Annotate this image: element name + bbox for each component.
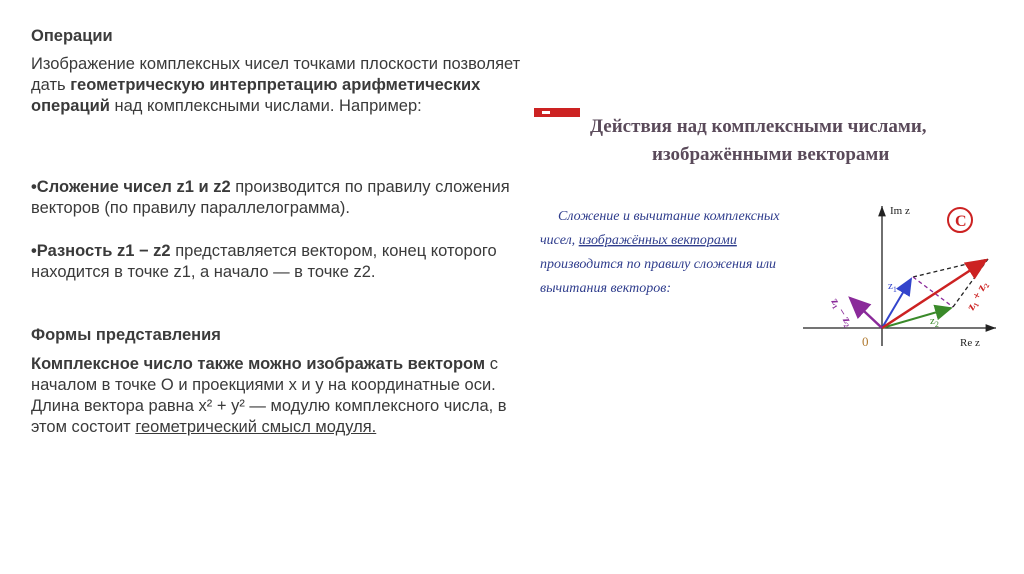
label-z1 xyxy=(888,280,897,294)
bullet-sum xyxy=(31,177,531,219)
label-diff: z₁ − z₂ xyxy=(828,295,857,329)
label-z1-sub: 1 xyxy=(892,285,897,294)
label-z2 xyxy=(930,315,939,329)
figure xyxy=(528,96,998,356)
forms-paragraph xyxy=(31,354,531,438)
figure-text-line1: Сложение и вычитание комплексных xyxy=(558,209,780,224)
origin-label: 0 xyxy=(862,334,869,349)
corner-mark-gap xyxy=(542,111,550,114)
forms-text: с началом в точке O и проекциями x и y на координатные оси. Длина вектора равна x² + y² — модулю комплексного числа, в этом состоит xyxy=(31,355,507,436)
intro-paragraph xyxy=(31,54,531,117)
vector-figure xyxy=(528,96,998,356)
heading-operations: Операции xyxy=(31,27,113,45)
intro-text-2: над комплексными числами. Например: xyxy=(109,97,422,115)
re-axis-label: Re z xyxy=(960,337,980,349)
label-z2-sub: 2 xyxy=(934,320,939,329)
figure-text-line2 xyxy=(540,233,737,248)
im-axis-label: Im z xyxy=(890,205,910,217)
heading-forms: Формы представления xyxy=(31,326,221,344)
intro-text-1: Изображение комплексных чисел точками плоскости позволяет дать xyxy=(31,55,521,94)
bullet-diff xyxy=(31,241,531,283)
corner-mark xyxy=(534,108,580,117)
badge-letter: C xyxy=(955,213,967,230)
modulus-link-text: геометрический смысл модуля. xyxy=(135,418,377,436)
label-z2-main: z xyxy=(930,315,935,327)
vector-diff xyxy=(850,298,882,328)
label-sum: z₁ + z₂ xyxy=(963,278,991,313)
bullet-diff-text: представляется вектором, конец которого находится в точке z1, а начало — в точке z2. xyxy=(31,242,497,281)
figure-title-line1: Действия над комплексными числами, xyxy=(590,116,927,137)
forms-bold: Комплексное число также можно изображать вектором xyxy=(31,355,486,373)
intro-bold: геометрическую интерпретацию арифметических операций xyxy=(31,76,481,115)
figure-text-line3: производится по правилу сложения или xyxy=(540,257,777,272)
figure-text-line2a: чисел, xyxy=(540,233,579,248)
dashed-side-top xyxy=(913,259,988,277)
figure-text-line2b: изображённых векторами xyxy=(578,233,737,248)
bullet-diff-bold: •Разность z1 − z2 xyxy=(31,242,171,260)
figure-text-line4: вычитания векторов: xyxy=(540,281,671,296)
bullet-sum-text: производится по правилу сложения векторов (по правилу параллелограмма). xyxy=(31,178,510,217)
bullet-sum-bold: •Сложение чисел z1 и z2 xyxy=(31,178,231,196)
figure-title-line2: изображёнными векторами xyxy=(652,144,890,165)
label-z1-main: z xyxy=(888,280,893,292)
